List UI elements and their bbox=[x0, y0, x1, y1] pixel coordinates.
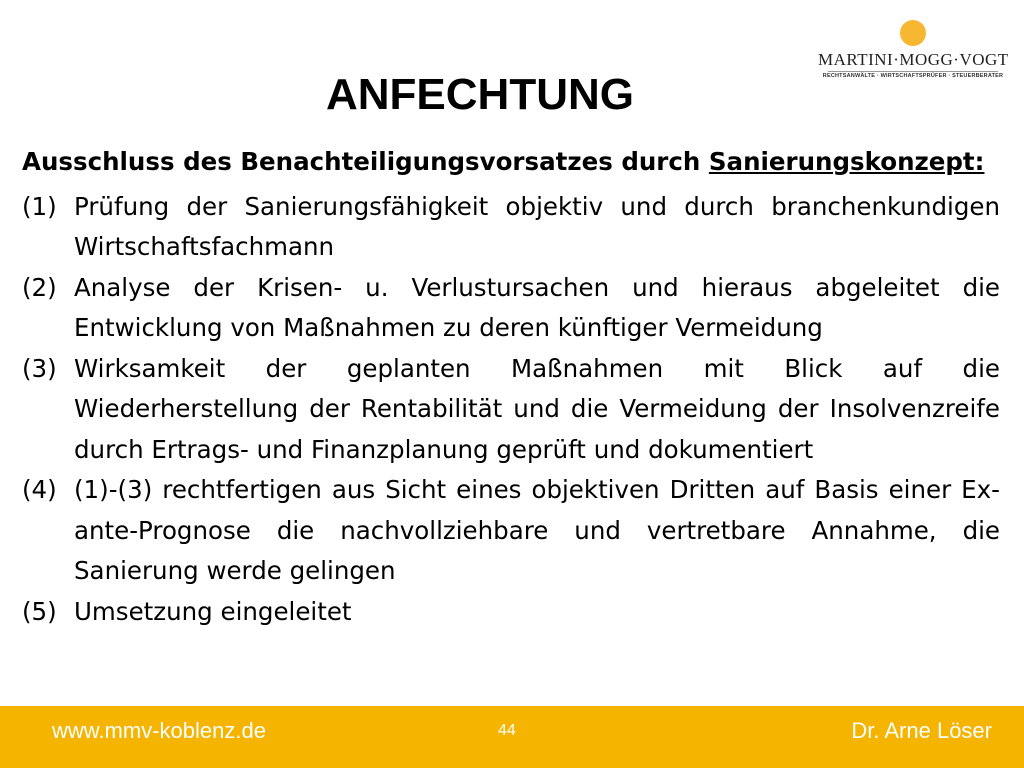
page-number: 44 bbox=[498, 722, 516, 739]
numbered-list bbox=[22, 187, 1000, 633]
logo-divider bbox=[828, 71, 998, 72]
list-item-text: Wirksamkeit der geplanten Maßnahmen mit Blick auf die Wiederherstellung der Rentabilität und die Vermeidung der Insolvenzreife durch Ertrags- und Finanzplanung geprüft und dokumentiert bbox=[74, 353, 1000, 464]
list-item-number: (5) bbox=[22, 596, 57, 626]
list-item bbox=[22, 187, 1000, 268]
slide-subheading bbox=[22, 142, 1000, 183]
list-item bbox=[22, 268, 1000, 349]
list-item-text: Prüfung der Sanierungsfähigkeit objektiv und durch branchenkundigen Wirtschaftsfachmann bbox=[74, 191, 1000, 261]
list-item-number: (3) bbox=[22, 353, 57, 383]
list-item-number: (2) bbox=[22, 272, 57, 302]
list-item-number: (1) bbox=[22, 191, 57, 221]
slide-title: ANFECHTUNG bbox=[326, 70, 634, 119]
logo-tagline: RECHTSANWÄLTE · WIRTSCHAFTSPRÜFER · STEUERBERATER bbox=[822, 73, 1004, 79]
list-item bbox=[22, 470, 1000, 592]
website-link[interactable]: www.mmv-koblenz.de bbox=[52, 718, 266, 743]
subheading-underlined-term: Sanierungskonzept: bbox=[708, 147, 985, 176]
logo-name: MARTINI·MOGG·VOGT bbox=[818, 50, 1009, 69]
list-item-text: Umsetzung eingeleitet bbox=[74, 596, 352, 626]
list-item-number: (4) bbox=[22, 475, 57, 504]
list-item-text: (1)-(3) rechtfertigen aus Sicht eines objektiven Dritten auf Basis einer Ex-ante-Prognose die nachvollziehbare und vertretbare Annahme, die Sanierung werde gelingen bbox=[74, 475, 1000, 585]
list-item-text: Analyse der Krisen- u. Verlustursachen und hieraus abgeleitet die Entwicklung von Maßnahmen zu deren künftiger Vermeidung bbox=[74, 272, 1000, 342]
author-name: Dr. Arne Löser bbox=[851, 718, 992, 743]
list-item bbox=[22, 592, 1000, 633]
subheading-text: Ausschluss des Benachteiligungsvorsatzes durch bbox=[22, 147, 709, 176]
list-item bbox=[22, 349, 1000, 471]
company-logo bbox=[818, 20, 1008, 80]
logo-dot-icon bbox=[900, 20, 926, 46]
footer-bar bbox=[0, 706, 1024, 768]
slide-content bbox=[22, 142, 1000, 632]
